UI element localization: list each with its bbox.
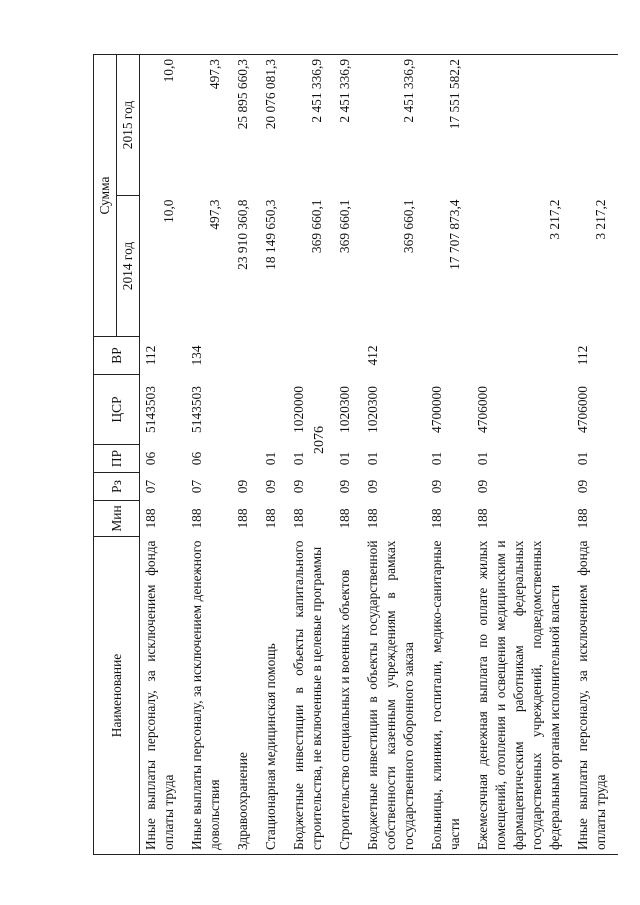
row-vr xyxy=(472,337,566,375)
row-name: Бюджетные инвестиции в объекты капитального строительства, не включенные в целевые программы xyxy=(288,537,328,855)
spacer-cell xyxy=(612,537,618,855)
row-vr: 112 xyxy=(575,345,590,366)
table-row xyxy=(334,54,356,854)
row-csr: 1020300 xyxy=(337,386,352,433)
row-pr: 06 xyxy=(189,451,204,466)
row-min: 188 xyxy=(263,508,278,529)
row-vr xyxy=(260,337,282,375)
header-vr: ВР xyxy=(94,337,140,375)
row-name: Здравоохранение xyxy=(232,537,254,855)
header-csr: ЦСР xyxy=(94,375,140,445)
row-pr: 01 xyxy=(291,451,306,466)
row-vr xyxy=(232,337,254,375)
row-sum-2015: 17 551 582,2 xyxy=(426,54,466,195)
row-sum-2015: 20 076 081,3 xyxy=(260,54,282,195)
spacer-cell xyxy=(612,54,618,195)
table-row xyxy=(186,54,226,854)
row-sum-2014: 3 217,2 xyxy=(547,199,562,240)
spacer-cell xyxy=(612,337,618,375)
header-year-2015: 2015 год xyxy=(117,54,140,195)
row-csr: 4706000 xyxy=(575,386,590,433)
row-min: 188 xyxy=(143,508,158,529)
row-csr: 5143503 xyxy=(189,386,204,433)
page-number: 2076 xyxy=(312,426,327,454)
row-sum-2014: 369 660,1 xyxy=(309,199,324,254)
row-vr xyxy=(426,337,466,375)
header-year-2014: 2014 год xyxy=(117,196,140,337)
header-pr: ПР xyxy=(94,445,140,473)
row-name: Иные выплаты персоналу, за исключением денежного довольствия xyxy=(186,537,226,855)
row-rz: 09 xyxy=(429,479,444,494)
row-csr xyxy=(232,375,254,445)
row-name: Ежемесячная денежная выплата по оплате жилых помещений, отопления и освещения медицинским и фармацевтическим работникам федеральных государственных учреждений, подведомственных федеральным органам исполнительной власти xyxy=(472,537,566,855)
table-body xyxy=(140,54,619,854)
row-csr: 4706000 xyxy=(475,386,490,433)
row-csr: 4700000 xyxy=(429,386,444,433)
row-pr: 01 xyxy=(365,451,380,466)
rotated-page-content xyxy=(93,55,625,855)
row-pr xyxy=(232,445,254,473)
row-name: Иные выплаты персоналу, за исключением фонда оплаты труда xyxy=(572,537,612,855)
row-vr: 112 xyxy=(143,345,158,366)
row-min: 188 xyxy=(429,508,444,529)
row-sum-2014: 3 217,2 xyxy=(593,199,608,240)
table-row xyxy=(260,54,282,854)
row-min: 188 xyxy=(575,508,590,529)
row-sum-2015: 25 895 660,3 xyxy=(232,54,254,195)
row-rz: 09 xyxy=(291,479,306,494)
row-rz: 09 xyxy=(263,479,278,494)
row-sum-2015: 2 451 336,9 xyxy=(334,54,356,195)
row-sum-2015 xyxy=(472,54,566,195)
row-vr xyxy=(334,337,356,375)
row-sum-2015: 2 451 336,9 xyxy=(288,54,328,195)
row-csr: 1020300 xyxy=(365,386,380,433)
spacer-cell xyxy=(612,501,618,537)
row-name: Строительство специальных и военных объектов xyxy=(334,537,356,855)
header-rz: Рз xyxy=(94,473,140,501)
spacer-cell xyxy=(612,445,618,473)
row-min: 188 xyxy=(235,508,250,529)
row-csr: 1020000 xyxy=(291,386,306,433)
table-row xyxy=(572,54,612,854)
row-csr xyxy=(260,375,282,445)
header-sum: Сумма xyxy=(94,54,117,336)
table-row xyxy=(232,54,254,854)
header-min: Мин xyxy=(94,501,140,537)
row-sum-2014: 10,0 xyxy=(161,199,176,223)
row-min: 188 xyxy=(291,508,306,529)
table-row xyxy=(140,54,181,854)
table-row xyxy=(426,54,466,854)
row-rz: 07 xyxy=(143,479,158,494)
row-spacer xyxy=(612,54,618,854)
row-pr: 01 xyxy=(475,451,490,466)
row-csr: 5143503 xyxy=(143,386,158,433)
row-rz: 09 xyxy=(475,479,490,494)
row-sum-2014: 369 660,1 xyxy=(337,199,352,254)
row-name: Больницы, клиники, госпитали, медико-санитарные части xyxy=(426,537,466,855)
row-min: 188 xyxy=(475,508,490,529)
row-rz: 09 xyxy=(575,479,590,494)
row-sum-2015: 10,0 xyxy=(140,54,181,195)
row-name: Бюджетные инвестиции в объекты государственной собственности казенным учреждениям в рамках государственного оборонного заказа xyxy=(362,537,420,855)
row-name: Стационарная медицинская помощь xyxy=(260,537,282,855)
row-sum-2015: 2 451 336,9 xyxy=(362,54,420,195)
row-min: 188 xyxy=(337,508,352,529)
row-vr: 412 xyxy=(365,345,380,366)
row-name: Иные выплаты персоналу, за исключением фонда оплаты труда xyxy=(140,537,181,855)
row-sum-2014: 23 910 360,8 xyxy=(235,199,250,270)
row-pr: 06 xyxy=(143,451,158,466)
row-min: 188 xyxy=(189,508,204,529)
row-pr: 01 xyxy=(337,451,352,466)
spacer-cell xyxy=(612,375,618,445)
row-pr: 01 xyxy=(575,451,590,466)
header-name: Наименование xyxy=(94,537,140,855)
table-row xyxy=(472,54,566,854)
row-sum-2015: 497,3 xyxy=(186,54,226,195)
row-sum-2015 xyxy=(572,54,612,195)
row-sum-2014: 18 149 650,3 xyxy=(263,199,278,270)
row-pr: 01 xyxy=(429,451,444,466)
table-row xyxy=(288,54,328,854)
row-rz: 09 xyxy=(337,479,352,494)
budget-table xyxy=(93,54,618,855)
row-sum-2014: 17 707 873,4 xyxy=(447,199,462,270)
row-rz: 07 xyxy=(189,479,204,494)
row-rz: 09 xyxy=(235,479,250,494)
row-sum-2014: 497,3 xyxy=(207,199,222,230)
row-pr: 01 xyxy=(263,451,278,466)
row-vr xyxy=(288,337,328,375)
row-min: 188 xyxy=(365,508,380,529)
table-row xyxy=(362,54,420,854)
row-vr: 134 xyxy=(189,345,204,366)
spacer-cell xyxy=(612,196,618,337)
spacer-cell xyxy=(612,473,618,501)
row-sum-2014: 369 660,1 xyxy=(401,199,416,254)
row-rz: 09 xyxy=(365,479,380,494)
